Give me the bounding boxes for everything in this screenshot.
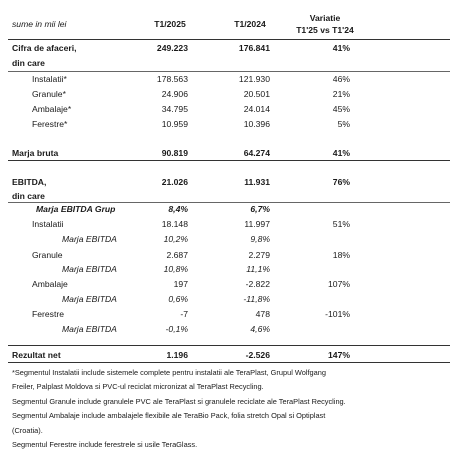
divider (8, 202, 450, 203)
value-variatie: 41% (332, 148, 350, 158)
value-variatie: 76% (332, 177, 350, 187)
value-t1-2025: 249.223 (156, 43, 188, 53)
value-t1-2024: 24.014 (243, 104, 270, 114)
divider (8, 39, 450, 40)
row-label: Instalatii (32, 219, 64, 229)
value-t1-2024: 64.274 (243, 148, 270, 158)
value-t1-2025: 18.148 (161, 219, 188, 229)
value-variatie: 41% (332, 43, 350, 53)
value-t1-2025: -7 (180, 309, 188, 319)
col-header-variatie-period: T1'25 vs T1'24 (296, 25, 354, 35)
footnote-granule: Segmentul Granule include granulele PVC ale TeraPlast si granulele reciclate ale TeraPlast Recycling. (12, 396, 346, 406)
row-label: Ferestre* (32, 119, 68, 129)
row-label: EBITDA, (12, 177, 47, 187)
divider (8, 160, 450, 161)
value-variatie: 18% (332, 250, 350, 260)
value-t1-2025: 10,8% (163, 264, 188, 274)
value-t1-2024: 2.279 (248, 250, 270, 260)
row-label: din care (12, 191, 45, 201)
value-variatie: 51% (332, 219, 350, 229)
value-t1-2025: 34.795 (161, 104, 188, 114)
value-t1-2024: 176.841 (238, 43, 270, 53)
row-label: Rezultat net (12, 350, 61, 360)
value-t1-2025: 21.026 (161, 177, 188, 187)
col-header-t1-2025: T1/2025 (154, 19, 186, 29)
row-label: Cifra de afaceri, (12, 43, 77, 53)
footnote-instalatii-cont: Freiler, Palplast Moldova si PVC-ul reciclat micronizat al TeraPlast Recycling. (12, 382, 264, 392)
value-variatie: -101% (325, 309, 350, 319)
footnote-ambalaje-cont: (Croatia). (12, 425, 43, 435)
value-t1-2024: 9,8% (250, 234, 270, 244)
value-t1-2024: -11,8% (243, 294, 270, 304)
col-header-t1-2024: T1/2024 (234, 19, 266, 29)
row-label: Ambalaje (32, 279, 68, 289)
value-variatie: 45% (332, 104, 350, 114)
row-label: Marja EBITDA Grup (36, 204, 116, 214)
row-label: Marja EBITDA (62, 324, 117, 334)
unit-label: sume in mii lei (12, 19, 67, 29)
col-header-variatie: Variatie (309, 13, 341, 23)
value-t1-2025: 24.906 (161, 89, 188, 99)
value-t1-2024: 20.501 (243, 89, 270, 99)
value-t1-2025: 2.687 (166, 250, 188, 260)
value-t1-2024: 11.931 (244, 177, 270, 187)
value-t1-2024: -2.822 (245, 279, 270, 289)
value-t1-2025: 10.959 (161, 119, 188, 129)
divider (8, 345, 450, 346)
row-label: Granule* (32, 89, 66, 99)
value-t1-2025: 1.196 (166, 350, 188, 360)
divider (8, 362, 450, 363)
value-t1-2024: -2.526 (245, 350, 270, 360)
row-label: din care (12, 58, 45, 68)
value-t1-2025: 0,6% (168, 294, 188, 304)
value-t1-2024: 11,1% (246, 264, 270, 274)
value-t1-2025: 90.819 (161, 148, 188, 158)
footnote-instalatii: *Segmentul Instalatii include sistemele complete pentru instalatii ale TeraPlast, Grupul Wolfgang (12, 368, 326, 377)
value-t1-2024: 478 (255, 309, 270, 319)
value-t1-2025: 10,2% (163, 234, 188, 244)
value-t1-2025: -0,1% (165, 324, 188, 334)
footnote-ambalaje: Segmentul Ambalaje include ambalajele flexibile ale TeraBio Pack, folia stretch Opal si Optiplast (12, 411, 326, 421)
value-variatie: 147% (328, 350, 350, 360)
value-t1-2025: 8,4% (168, 204, 188, 214)
row-label: Instalatii* (32, 74, 67, 84)
row-label: Marja EBITDA (62, 234, 117, 244)
value-t1-2024: 121.930 (238, 74, 270, 84)
row-label: Granule (32, 250, 63, 260)
value-t1-2024: 11.997 (244, 219, 270, 229)
row-label: Marja EBITDA (62, 264, 117, 274)
divider (8, 71, 450, 72)
row-label: Ambalaje* (32, 104, 72, 114)
value-t1-2024: 6,7% (250, 204, 270, 214)
row-label: Marja bruta (12, 148, 59, 158)
value-t1-2024: 10.396 (243, 119, 270, 129)
value-variatie: 107% (328, 279, 350, 289)
value-variatie: 5% (337, 119, 350, 129)
row-label: Marja EBITDA (62, 294, 117, 304)
value-t1-2025: 178.563 (156, 74, 188, 84)
value-t1-2024: 4,6% (250, 324, 270, 334)
footnote-ferestre: Segmentul Ferestre include ferestrele si usile TeraGlass. (12, 440, 198, 450)
value-t1-2025: 197 (173, 279, 188, 289)
footnotes (12, 366, 442, 452)
row-label: Ferestre (32, 309, 64, 319)
value-variatie: 21% (332, 89, 350, 99)
value-variatie: 46% (332, 74, 350, 84)
